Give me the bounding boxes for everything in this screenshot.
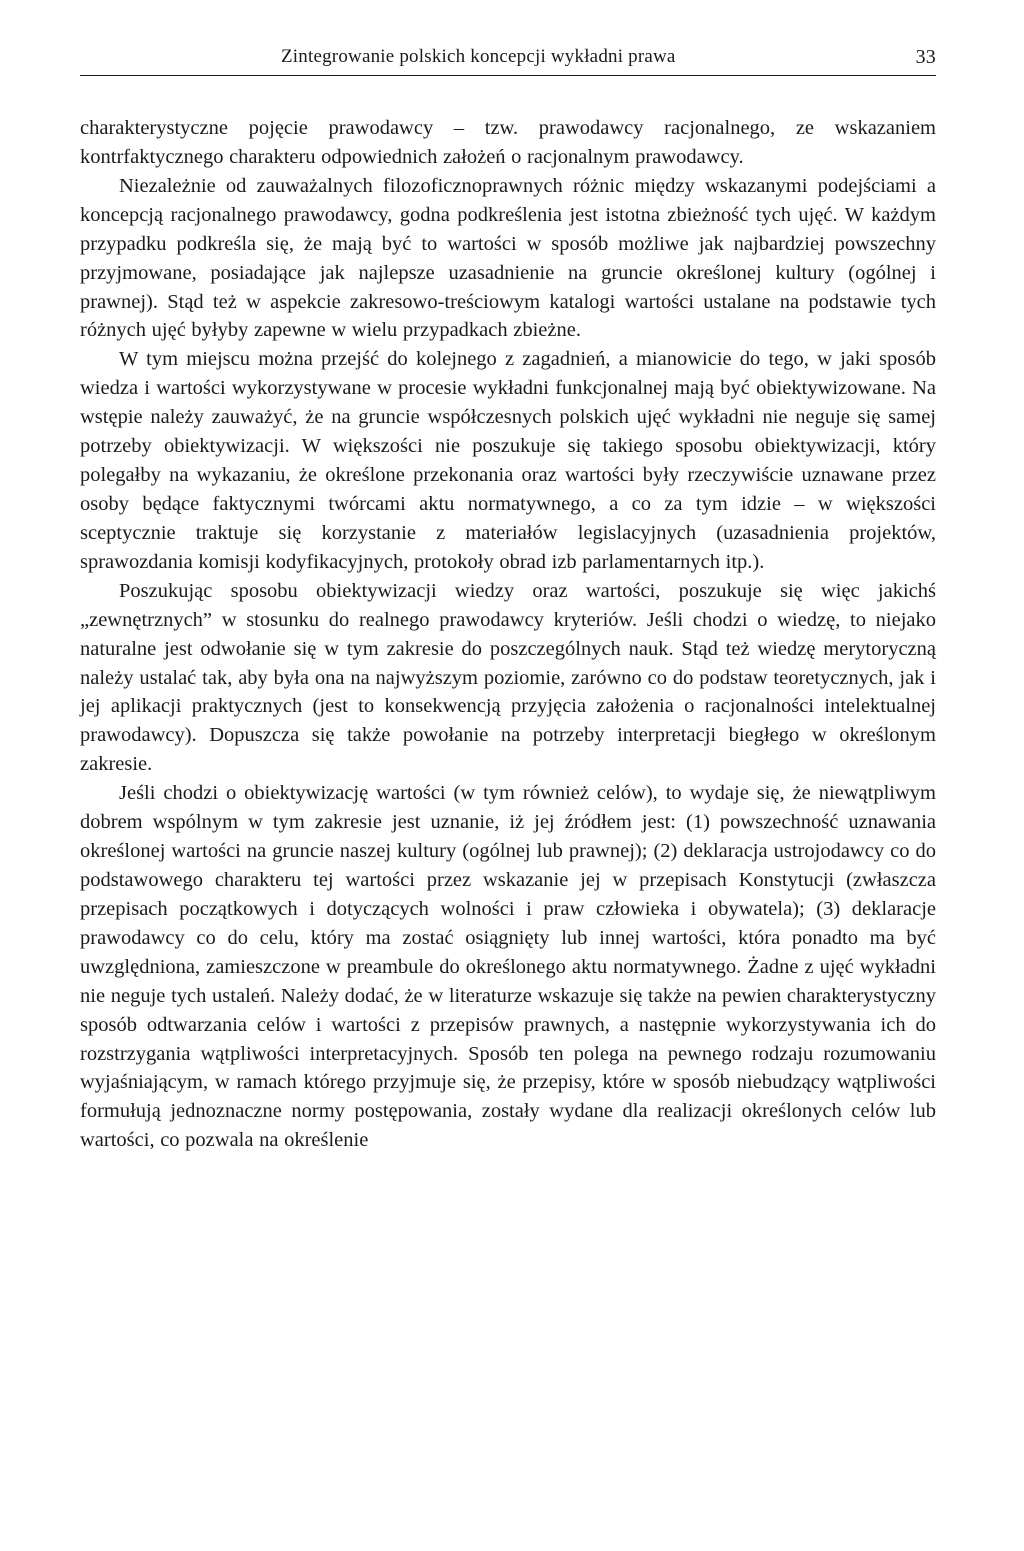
- page-number: 33: [915, 46, 936, 68]
- paragraph: Poszukując sposobu obiektywizacji wiedzy oraz wartości, poszukuje się więc jakichś „zewnętrznych” w stosunku do realnego prawodawcy kryteriów. Jeśli chodzi o wiedzę, to niejako naturalne jest odwołanie się w tym zakresie do poszczególnych nauk. Stąd też wiedzę merytoryczną należy ustalać tak, aby była ona na najwyższym poziomie, zarówno co do podstaw teoretycznych, jak i jej aplikacji praktycznych (jest to konsekwencją przyjęcia założenia o racjonalności intelektualnej prawodawcy). Dopuszcza się także powołanie na potrzeby interpretacji biegłego w określonym zakresie.: [80, 579, 936, 776]
- running-title: Zintegrowanie polskich koncepcji wykładni prawa: [281, 46, 676, 67]
- body-text: [80, 114, 936, 1155]
- running-header: [80, 46, 936, 76]
- paragraph: W tym miejscu można przejść do kolejnego z zagadnień, a mianowicie do tego, w jaki sposób wiedza i wartości wykorzystywane w procesie wykładni funkcjonalnej mają być obiektywizowane. Na wstępie należy zauważyć, że na gruncie współczesnych polskich ujęć wykładni nie neguje się samej potrzeby obiektywizacji. W większości nie poszukuje się takiego sposobu obiektywizacji, który polegałby na wykazaniu, że określone przekonania oraz wartości były rzeczywiście uznawane przez osoby będące faktycznymi twórcami aktu normatywnego, a co za tym idzie – w większości sceptycznie traktuje się korzystanie z materiałów legislacyjnych (uzasadnienia projektów, sprawozdania komisji kodyfikacyjnych, protokoły obrad izb parlamentarnych itp.).: [80, 348, 936, 573]
- paragraph: Niezależnie od zauważalnych filozoficznoprawnych różnic między wskazanymi podejściami a koncepcją racjonalnego prawodawcy, godna podkreślenia jest istotna zbieżność tych ujęć. W każdym przypadku podkreśla się, że mają być to wartości w sposób możliwe jak najbardziej powszechny przyjmowane, posiadające jak najlepsze uzasadnienie na gruncie określonej kultury (ogólnej i prawnej). Stąd też w aspekcie zakresowo-treściowym katalogi wartości ustalane na podstawie tych różnych ujęć byłyby zapewne w wielu przypadkach zbieżne.: [80, 174, 936, 342]
- paragraph: Jeśli chodzi o obiektywizację wartości (w tym również celów), to wydaje się, że niewątpliwym dobrem wspólnym w tym zakresie jest uznanie, iż jej źródłem jest: (1) powszechność uznawania określonej wartości na gruncie naszej kultury (ogólnej lub prawnej); (2) deklaracja ustrojodawcy co do podstawowego charakteru tej wartości przez wskazanie jej w przepisach Konstytucji (zwłaszcza przepisach początkowych i dotyczących wolności i praw człowieka i obywatela); (3) deklaracje prawodawcy co do celu, który ma zostać osiągnięty lub innej wartości, która ponadto ma być uwzględniona, zamieszczone w preambule do określonego aktu normatywnego. Żadne z ujęć wykładni nie neguje tych ustaleń. Należy dodać, że w literaturze wskazuje się także na pewien charakterystyczny sposób odtwarzania celów i wartości z przepisów prawnych, a następnie wykorzystywania ich do rozstrzygania wątpliwości interpretacyjnych. Sposób ten polega na pewnego rodzaju rozumowaniu wyjaśniającym, w ramach którego przyjmuje się, że przepisy, które w sposób niebudzący wątpliwości formułują jednoznaczne normy postępowania, zostały wydane dla realizacji określonych celów lub wartości, co pozwala na określenie: [80, 782, 936, 1152]
- header-rule: [80, 75, 936, 76]
- paragraph: charakterystyczne pojęcie prawodawcy – tzw. prawodawcy racjonalnego, ze wskazaniem kontrfaktycznego charakteru odpowiednich założeń o racjonalnym prawodawcy.: [80, 117, 936, 168]
